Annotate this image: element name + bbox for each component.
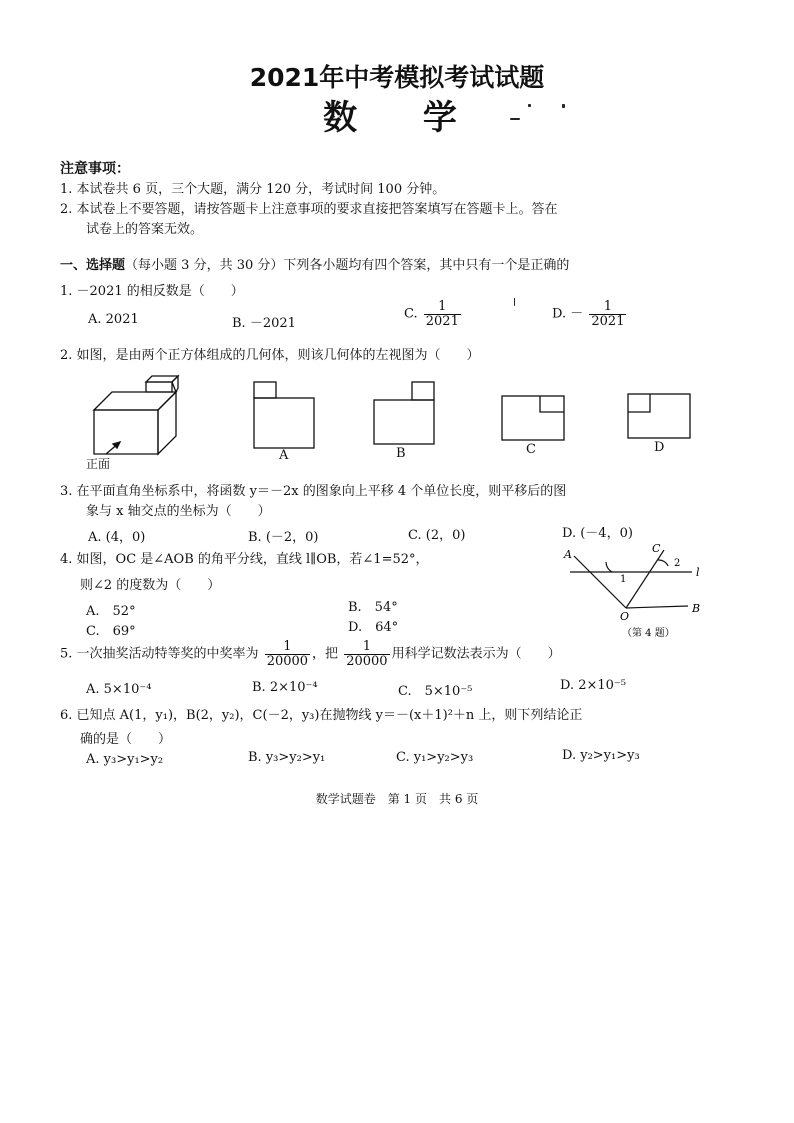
q2-option-b-figure — [372, 380, 438, 446]
section-name: 选择题 — [86, 258, 126, 273]
q4-option-c: C. 69° — [86, 624, 136, 639]
q1-option-d — [552, 300, 628, 328]
q5-stem-part1: 5. 一次抽奖活动特等奖的中奖率为 — [60, 646, 259, 662]
q4-option-d: D. 64° — [348, 620, 399, 635]
q2-option-d-label: D — [654, 440, 665, 455]
q1-stem: 1. －2021 的相反数是（ ） — [60, 284, 244, 299]
q4-option-b: B. 54° — [348, 600, 398, 615]
fraction-numerator: 1 — [283, 639, 292, 654]
ray-OA — [574, 556, 626, 608]
q5-option-d: D. 2×10⁻⁵ — [560, 678, 627, 693]
q1-option-c-label: C. — [404, 306, 418, 322]
q2-stem: 2. 如图，是由两个正方体组成的几何体，则该几何体的左视图为（ ） — [60, 348, 480, 363]
q3-option-d: D. (－4，0) — [562, 526, 633, 541]
q6-option-b: B. y₃>y₂>y₁ — [248, 750, 326, 765]
q3-stem-line2: 象与 x 轴交点的坐标为（ ） — [86, 504, 271, 519]
q2-option-a-label: A — [279, 448, 289, 463]
big-cube-front — [94, 410, 158, 454]
section-desc: （每小题 3 分，共 30 分）下列各小题均有四个答案，其中只有一个是正确的 — [125, 258, 570, 273]
q6-stem-line2: 确的是（ ） — [80, 732, 172, 747]
q4-stem-line1: 4. 如图，OC 是∠AOB 的角平分线，直线 l∥OB，若∠1=52°， — [60, 552, 429, 567]
notice-item-1: 1. 本试卷共 6 页，三个大题，满分 120 分，考试时间 100 分钟。 — [60, 182, 446, 197]
label-l: l — [696, 566, 700, 579]
scan-speck — [562, 104, 565, 108]
q5-stem — [60, 640, 561, 668]
notice-heading: 注意事项： — [60, 161, 130, 177]
scan-speck — [510, 118, 520, 120]
ray-OB — [626, 606, 688, 608]
q5-option-a: A. 5×10⁻⁴ — [86, 682, 152, 697]
label-O: O — [620, 610, 630, 623]
q3-stem-line1: 3. 在平面直角坐标系中，将函数 y＝－2x 的图象向上平移 4 个单位长度，则平移后的图 — [60, 484, 567, 499]
q2-option-c-figure — [500, 394, 566, 442]
fraction-denominator: 20000 — [266, 653, 309, 669]
scan-speck — [514, 298, 515, 306]
scan-speck — [528, 104, 531, 107]
label-A: A — [564, 548, 572, 561]
q4-figure — [560, 540, 710, 640]
q5-stem-part3: 用科学记数法表示为（ ） — [391, 646, 561, 662]
q1-option-b: B. －2021 — [232, 316, 296, 331]
small-cube-side — [172, 376, 178, 392]
fraction-denominator: 2021 — [425, 313, 459, 329]
ray-OC — [626, 550, 664, 608]
label-1: 1 — [620, 574, 627, 585]
q1-option-d-label: D. － — [552, 306, 584, 322]
q2-option-c-label: C — [526, 442, 536, 457]
q5-option-c: C. 5×10⁻⁵ — [398, 684, 473, 699]
section-prefix: 一、 — [60, 258, 87, 273]
q5-fraction-2 — [344, 640, 389, 668]
q3-option-b: B. (－2，0) — [248, 530, 319, 545]
fraction-denominator: 20000 — [346, 653, 388, 669]
q1-option-a: A. 2021 — [88, 312, 139, 327]
page-footer: 数学试题卷 第 1 页 共 6 页 — [315, 792, 479, 806]
q3-option-a: A. (4，0) — [88, 530, 146, 545]
q6-option-d: D. y₂>y₁>y₃ — [562, 748, 640, 763]
q3-option-c: C. (2，0) — [408, 528, 466, 543]
big-cube-top — [94, 392, 176, 410]
fraction-numerator: 1 — [438, 299, 447, 314]
fraction-numerator: 1 — [603, 299, 613, 314]
q6-option-a: A. y₃>y₁>y₂ — [86, 752, 164, 767]
notice-item-2-cont: 试卷上的答案无效。 — [86, 222, 204, 237]
q2-option-d-figure — [626, 392, 692, 440]
q5-option-b: B. 2×10⁻⁴ — [252, 680, 318, 695]
label-C: C — [652, 542, 661, 555]
q6-stem-line1: 6. 已知点 A(1，y₁)，B(2，y₂)，C(－2，y₃)在抛物线 y＝－(x＋1)²＋n 上，则下列结论正 — [60, 708, 583, 723]
label-B: B — [692, 602, 701, 615]
fraction-numerator: 1 — [362, 639, 372, 654]
subject-title: 数 学 — [323, 98, 471, 138]
q5-stem-part2: ，把 — [312, 646, 339, 662]
exam-title: 2021年中考模拟考试试题 — [249, 63, 545, 92]
q1-option-d-fraction — [589, 300, 626, 328]
q2-front-label: 正面 — [86, 457, 111, 471]
q1-option-c-fraction — [424, 300, 461, 328]
section-heading — [60, 254, 569, 273]
q5-fraction-1 — [265, 640, 310, 668]
q2-option-a-figure — [252, 380, 316, 450]
q2-option-b-label: B — [396, 446, 406, 461]
figure-caption: （第 4 题） — [622, 628, 675, 639]
big-cube-side — [158, 392, 176, 454]
q1-option-c — [404, 300, 463, 328]
q6-option-c: C. y₁>y₂>y₃ — [396, 750, 474, 765]
q4-stem-line2: 则∠2 的度数为（ ） — [80, 578, 221, 593]
small-cube-front — [146, 382, 172, 392]
notice-item-2: 2. 本试卷上不要答题，请按答题卡上注意事项的要求直接把答案填写在答题卡上。答在 — [60, 202, 558, 217]
q4-option-a: A. 52° — [86, 604, 136, 619]
fraction-denominator: 2021 — [591, 313, 625, 329]
label-2: 2 — [674, 558, 681, 569]
